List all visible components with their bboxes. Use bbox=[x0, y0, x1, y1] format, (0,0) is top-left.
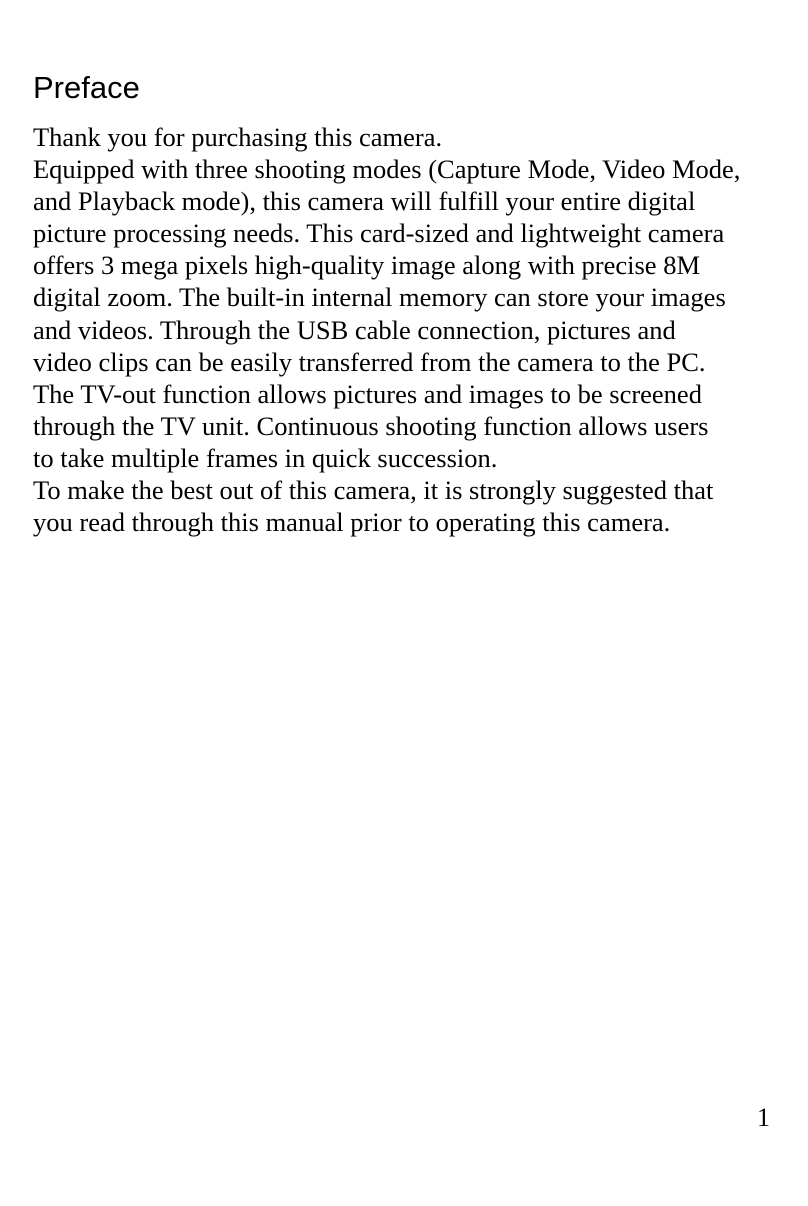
body-line: to take multiple frames in quick succession. bbox=[33, 442, 498, 473]
body-line: offers 3 mega pixels high-quality image along with precise 8M bbox=[33, 250, 701, 281]
body-line: you read through this manual prior to operating this camera. bbox=[33, 507, 671, 538]
body-line: To make the best out of this camera, it is strongly suggested that bbox=[33, 475, 714, 506]
body-line: The TV-out function allows pictures and images to be screened bbox=[33, 378, 702, 409]
body-line: and videos. Through the USB cable connection, pictures and bbox=[33, 314, 676, 345]
body-line: Equipped with three shooting modes (Capture Mode, Video Mode, bbox=[33, 154, 741, 185]
preface-body bbox=[33, 121, 793, 538]
page-heading: Preface bbox=[33, 70, 140, 105]
page-number: 1 bbox=[757, 1103, 770, 1132]
body-line: through the TV unit. Continuous shooting function allows users bbox=[33, 410, 709, 441]
body-line: Thank you for purchasing this camera. bbox=[33, 122, 443, 152]
body-line: and Playback mode), this camera will fulfill your entire digital bbox=[33, 186, 696, 217]
body-line: video clips can be easily transferred from the camera to the PC. bbox=[33, 346, 706, 377]
body-line: picture processing needs. This card-sized and lightweight camera bbox=[33, 218, 725, 249]
body-line: digital zoom. The built-in internal memory can store your images bbox=[33, 282, 726, 313]
